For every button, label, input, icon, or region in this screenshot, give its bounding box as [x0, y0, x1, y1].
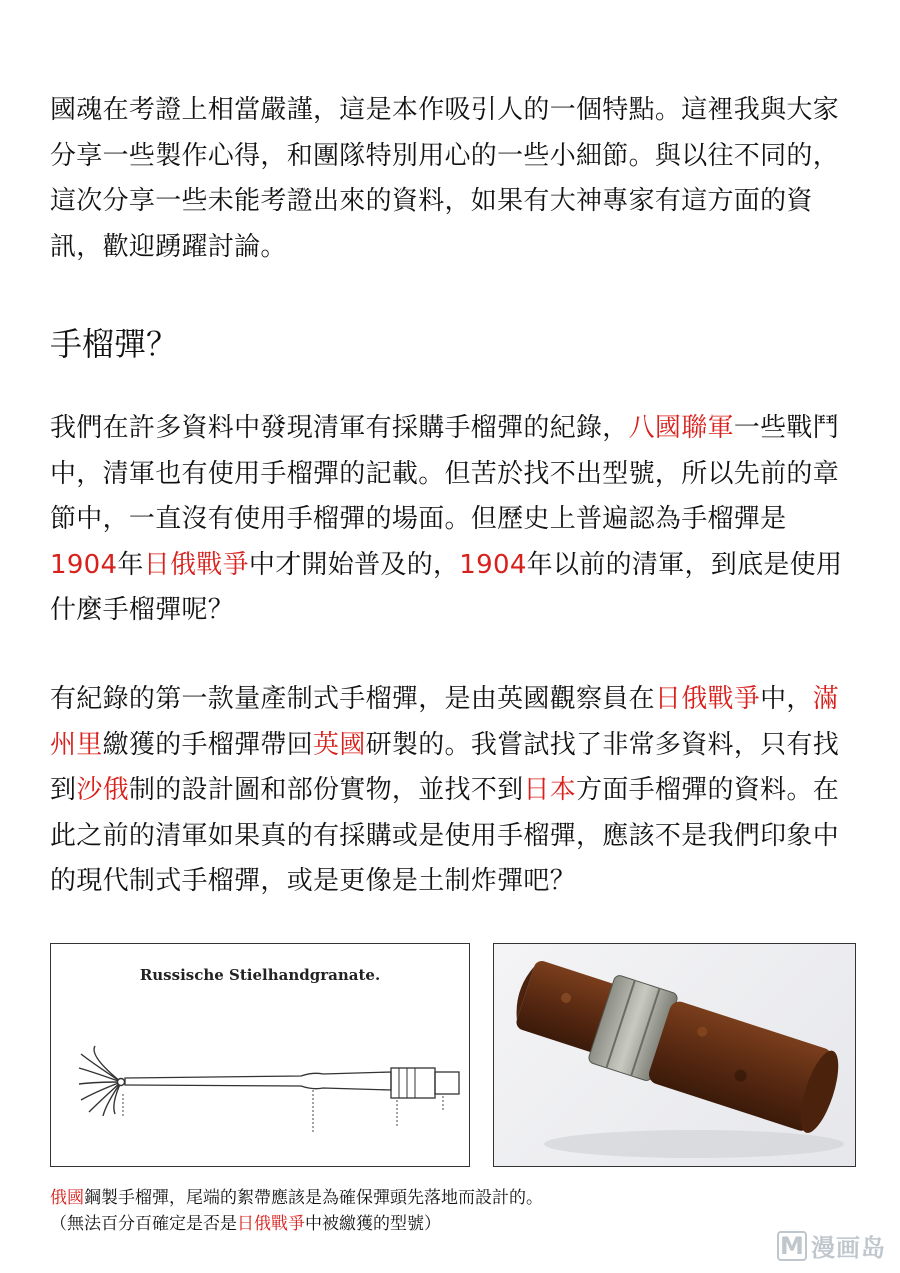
rusted-grenade-photo	[494, 944, 856, 1167]
highlighted-term: 俄國	[50, 1188, 84, 1208]
text-run: 年	[117, 549, 144, 580]
text-run: 我們在許多資料中發現清軍有採購手榴彈的紀錄，	[50, 413, 629, 443]
text-run: 中才開始普及的，	[248, 549, 460, 580]
highlighted-term: 1904	[459, 549, 527, 580]
highlighted-term: 日俄戰爭	[143, 549, 249, 580]
stick-grenade-drawing	[51, 944, 470, 1167]
paragraph-grenade-records	[50, 406, 850, 634]
intro-paragraph: 國魂在考證上相當嚴謹，這是本作吸引人的一個特點。這裡我與大家分享一些製作心得，和團隊特別用心的一些小細節。與以往不同的，這次分享一些未能考證出來的資料，如果有大神專家有這方面的資訊，歡迎踴躍討論。	[50, 95, 840, 262]
highlighted-term: 日俄戰爭	[654, 684, 761, 714]
highlighted-term: 日本	[523, 775, 577, 805]
highlighted-term: 英國	[313, 729, 366, 760]
figure-caption-note	[50, 1212, 441, 1236]
watermark-text: 漫画岛	[811, 1234, 886, 1262]
diagram-title: Russische Stielhandgranate.	[139, 966, 381, 984]
text-run: （無法百分百確定是否是	[50, 1214, 237, 1234]
text-run: 有紀錄的第一款量產制式手榴彈，是由英國觀察員在	[50, 684, 655, 714]
watermark-m-icon: M	[777, 1231, 807, 1261]
figure-caption	[50, 1186, 543, 1210]
text-run: 一些戰鬥中，清軍也有使用手榴彈的記載。但苦於找不出型號，所以先前的章節中，一直沒有使用手榴彈的場面。但歷史上普遍認為手榴彈是	[50, 413, 840, 534]
text-run: 中，	[760, 684, 813, 714]
text-run: 制的設計圖和部份實物，並找不到	[128, 775, 524, 805]
grenade-photo-figure	[493, 943, 856, 1167]
text-run: 年以前的清軍，到底是使用什麼手榴彈呢？	[50, 549, 843, 625]
highlighted-term: 1904	[50, 549, 118, 580]
highlighted-term: 滿州里	[50, 684, 840, 760]
watermark-logo	[777, 1228, 886, 1263]
text-run: 研製的。我嘗試找了非常多資料，只有找到	[50, 729, 840, 805]
text-run: 鋼製手榴彈，尾端的絮帶應該是為確保彈頭先落地而設計的。	[84, 1188, 543, 1208]
text-run: 繳獲的手榴彈帶回	[102, 729, 314, 760]
highlighted-term: 沙俄	[76, 775, 129, 805]
paragraph-first-grenade	[50, 677, 850, 905]
section-heading: 手榴彈？	[50, 325, 179, 363]
highlighted-term: 八國聯軍	[628, 413, 734, 443]
highlighted-term: 日俄戰爭	[237, 1214, 305, 1234]
text-run: 中被繳獲的型號）	[305, 1214, 441, 1234]
text-run: 方面手榴彈的資料。在此之前的清軍如果真的有採購或是使用手榴彈，應該不是我們印象中的現代制式手榴彈，或是更像是土制炸彈吧？	[50, 775, 840, 896]
grenade-diagram-figure	[50, 943, 470, 1167]
